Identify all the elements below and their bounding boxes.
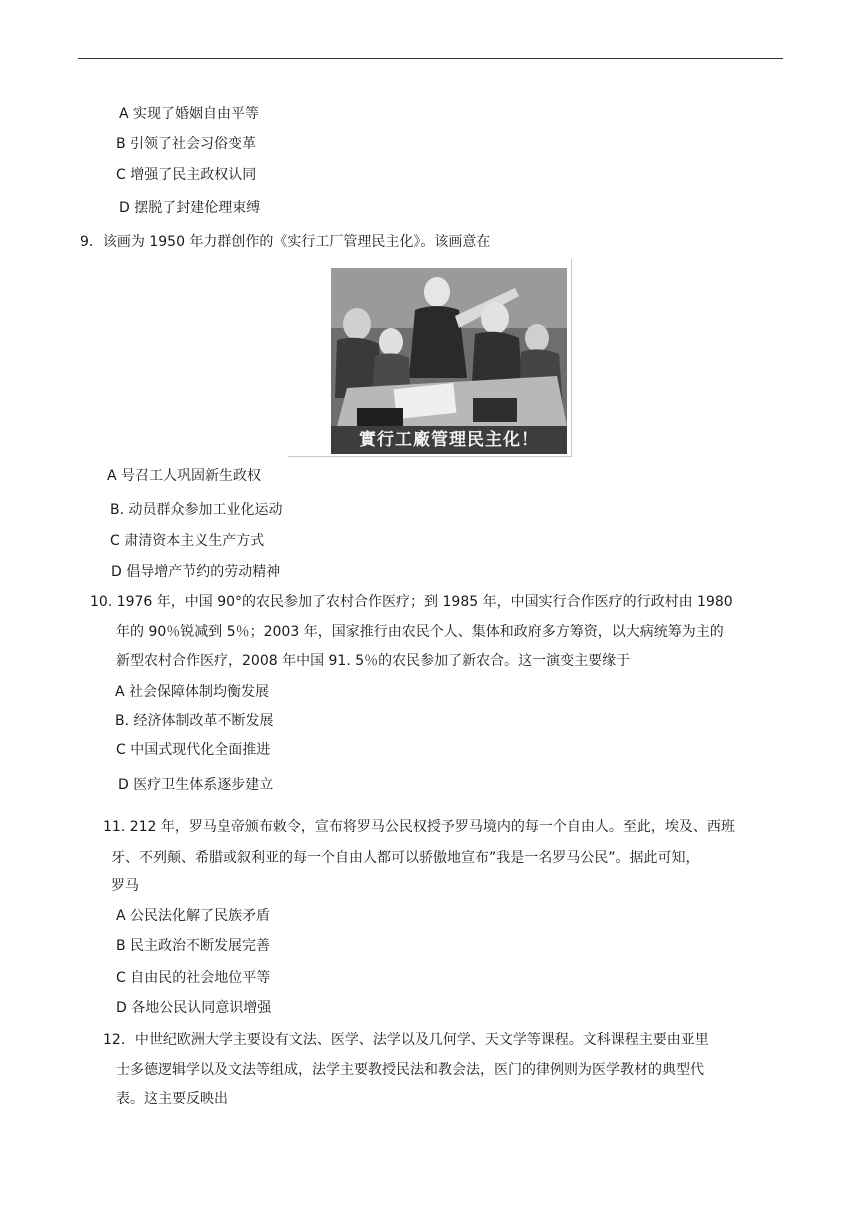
q12-stem-line-2: 士多德逻辑学以及文法等组成，法学主要教授民法和教会法，医门的律例则为医学教材的典型代 <box>116 1062 704 1078</box>
q11-stem-line-2: 牙、不列颠、希腊或叙利亚的每一个自由人都可以骄傲地宣布”我是一名罗马公民”。据此可知， <box>111 850 700 866</box>
header-rule <box>78 58 783 59</box>
q9-stem: 9．该画为 1950 年力群创作的《实行工厂管理民主化》。该画意在 <box>80 234 491 250</box>
q8-option-d[interactable]: D 摆脱了封建伦理束缚 <box>119 200 261 216</box>
q9-option-b[interactable]: B. 动员群众参加工业化运动 <box>110 502 283 518</box>
q11-option-a[interactable]: A 公民法化解了民族矛盾 <box>116 908 271 924</box>
q10-option-b[interactable]: B. 经济体制改革不断发展 <box>115 713 274 729</box>
q10-stem-line-3: 新型农村合作医疗，2008 年中国 91. 5％的农民参加了新农合。这一演变主要缘于 <box>116 653 631 669</box>
q10-option-c[interactable]: C 中国式现代化全面推进 <box>116 742 271 758</box>
q9-option-a[interactable]: A 号召工人巩固新生政权 <box>107 468 262 484</box>
q9-option-d[interactable]: D 倡导增产节约的劳动精神 <box>111 564 281 580</box>
q11-option-c[interactable]: C 自由民的社会地位平等 <box>116 970 271 986</box>
q10-stem-line-2: 年的 90％锐减到 5％；2003 年，国家推行由农民个人、集体和政府多方筹资，以大病统筹为主的 <box>116 624 724 640</box>
q8-option-a[interactable]: A 实现了婚姻自由平等 <box>119 106 260 122</box>
q11-stem-line-1: 11. 212 年，罗马皇帝颁布敕令，宣布将罗马公民权授予罗马境内的每一个自由人。至此，埃及、西班 <box>103 819 735 835</box>
q11-stem-line-3: 罗马 <box>111 878 139 894</box>
q12-stem-line-1: 12．中世纪欧洲大学主要设有文法、医学、法学以及几何学、天文学等课程。文科课程主要由亚里 <box>103 1032 709 1048</box>
q10-stem-line-1: 10. 1976 年，中国 90°的农民参加了农村合作医疗；到 1985 年，中国实行合作医疗的行政村由 1980 <box>90 594 733 610</box>
q10-option-d[interactable]: D 医疗卫生体系逐步建立 <box>118 777 274 793</box>
q9-option-c[interactable]: C 肃清资本主义生产方式 <box>110 533 265 549</box>
q11-option-d[interactable]: D 各地公民认同意识增强 <box>116 1000 272 1016</box>
q11-option-b[interactable]: B 民主政治不断发展完善 <box>116 938 271 954</box>
poster-caption: 實行工廠管理民主化！ <box>359 430 539 450</box>
q8-option-b[interactable]: B 引领了社会习俗变革 <box>116 136 257 152</box>
q9-poster-image <box>287 258 571 456</box>
poster-illustration <box>287 258 571 456</box>
q12-stem-line-3: 表。这主要反映出 <box>116 1091 228 1107</box>
q8-option-c[interactable]: C 增强了民主政权认同 <box>116 167 257 183</box>
q10-option-a[interactable]: A 社会保障体制均衡发展 <box>115 684 270 700</box>
